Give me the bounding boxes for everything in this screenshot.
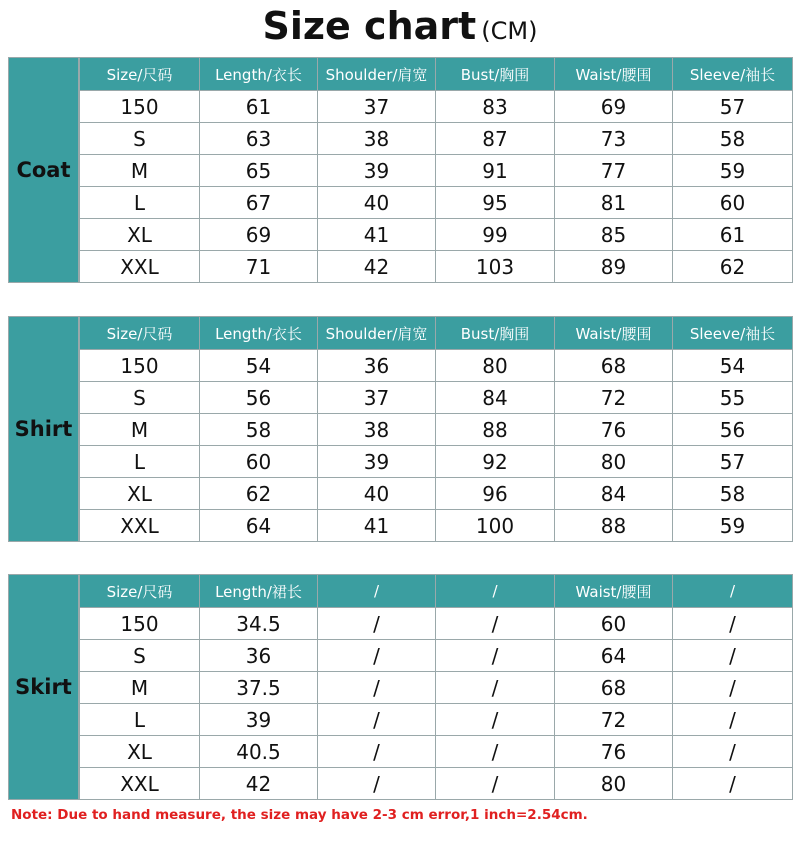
column-header: Shoulder/肩宽: [318, 58, 436, 91]
table-cell: 63: [200, 123, 318, 155]
shirt-label: Shirt: [14, 417, 73, 441]
table-cell: 60: [200, 446, 318, 478]
column-header: Waist/腰围: [555, 575, 673, 608]
table-cell: 150: [80, 350, 200, 382]
table-cell: 39: [318, 446, 436, 478]
coat-label-cell: [8, 57, 79, 283]
table-cell: 56: [200, 382, 318, 414]
table-cell: 40: [318, 187, 436, 219]
column-header: Size/尺码: [80, 575, 200, 608]
shirt-header-row: [80, 317, 793, 350]
table-cell: 99: [436, 219, 555, 251]
table-row: [80, 704, 793, 736]
table-row: [80, 510, 793, 542]
table-cell: 41: [318, 219, 436, 251]
table-cell: 91: [436, 155, 555, 187]
table-cell: /: [673, 768, 793, 800]
table-row: [80, 155, 793, 187]
table-cell: 64: [555, 640, 673, 672]
table-cell: L: [80, 704, 200, 736]
table-cell: 81: [555, 187, 673, 219]
table-cell: 39: [318, 155, 436, 187]
table-row: [80, 608, 793, 640]
table-cell: 68: [555, 672, 673, 704]
table-cell: 72: [555, 382, 673, 414]
table-cell: /: [436, 704, 555, 736]
table-row: [80, 350, 793, 382]
table-cell: /: [318, 704, 436, 736]
table-cell: 58: [673, 478, 793, 510]
table-cell: /: [318, 672, 436, 704]
skirt-header-row: [80, 575, 793, 608]
table-row: [80, 672, 793, 704]
table-cell: S: [80, 382, 200, 414]
table-cell: 88: [436, 414, 555, 446]
table-cell: 39: [200, 704, 318, 736]
table-row: [80, 478, 793, 510]
column-header: Length/裙长: [200, 575, 318, 608]
table-row: [80, 414, 793, 446]
column-header: /: [318, 575, 436, 608]
table-cell: 71: [200, 251, 318, 283]
table-cell: M: [80, 155, 200, 187]
table-cell: 42: [318, 251, 436, 283]
table-cell: 68: [555, 350, 673, 382]
table-cell: 83: [436, 91, 555, 123]
measurement-note: Note: Due to hand measure, the size may have 2-3 cm error,1 inch=2.54cm.: [11, 807, 588, 823]
table-cell: 76: [555, 414, 673, 446]
table-cell: /: [436, 768, 555, 800]
table-row: [80, 91, 793, 123]
table-cell: 67: [200, 187, 318, 219]
table-cell: 88: [555, 510, 673, 542]
column-header: Waist/腰围: [555, 317, 673, 350]
table-cell: /: [436, 640, 555, 672]
table-cell: 69: [200, 219, 318, 251]
table-cell: 84: [555, 478, 673, 510]
table-cell: 96: [436, 478, 555, 510]
table-cell: M: [80, 414, 200, 446]
table-cell: XL: [80, 736, 200, 768]
table-cell: 57: [673, 446, 793, 478]
table-cell: 65: [200, 155, 318, 187]
table-cell: 85: [555, 219, 673, 251]
table-cell: 59: [673, 155, 793, 187]
skirt-label: Skirt: [15, 675, 72, 699]
column-header: /: [673, 575, 793, 608]
table-cell: L: [80, 446, 200, 478]
shirt-label-cell: [8, 316, 79, 542]
coat-label: Coat: [16, 158, 71, 182]
table-row: [80, 382, 793, 414]
table-cell: 54: [673, 350, 793, 382]
table-row: [80, 446, 793, 478]
table-cell: 36: [318, 350, 436, 382]
table-cell: 59: [673, 510, 793, 542]
table-cell: S: [80, 123, 200, 155]
table-cell: 76: [555, 736, 673, 768]
table-cell: XXL: [80, 768, 200, 800]
table-cell: S: [80, 640, 200, 672]
table-cell: 77: [555, 155, 673, 187]
table-cell: 56: [673, 414, 793, 446]
column-header: Length/衣长: [200, 58, 318, 91]
column-header: /: [436, 575, 555, 608]
table-row: [80, 640, 793, 672]
title-unit: (CM): [481, 17, 538, 45]
table-cell: 62: [673, 251, 793, 283]
table-cell: 64: [200, 510, 318, 542]
table-cell: 61: [200, 91, 318, 123]
table-cell: 42: [200, 768, 318, 800]
table-cell: 69: [555, 91, 673, 123]
skirt-table: [79, 574, 793, 800]
table-cell: 57: [673, 91, 793, 123]
table-cell: /: [673, 640, 793, 672]
table-cell: 54: [200, 350, 318, 382]
table-cell: M: [80, 672, 200, 704]
table-cell: 37.5: [200, 672, 318, 704]
table-cell: 37: [318, 91, 436, 123]
table-cell: 37: [318, 382, 436, 414]
table-cell: 40: [318, 478, 436, 510]
table-cell: XXL: [80, 510, 200, 542]
table-cell: /: [673, 608, 793, 640]
table-cell: 34.5: [200, 608, 318, 640]
table-cell: /: [673, 736, 793, 768]
table-cell: /: [318, 640, 436, 672]
table-cell: /: [318, 736, 436, 768]
table-cell: 55: [673, 382, 793, 414]
table-cell: 58: [200, 414, 318, 446]
table-cell: 36: [200, 640, 318, 672]
table-cell: /: [436, 736, 555, 768]
coat-table: [79, 57, 793, 283]
table-cell: /: [436, 608, 555, 640]
column-header: Shoulder/肩宽: [318, 317, 436, 350]
column-header: Bust/胸围: [436, 58, 555, 91]
table-row: [80, 187, 793, 219]
table-cell: 41: [318, 510, 436, 542]
table-cell: XL: [80, 478, 200, 510]
table-cell: XXL: [80, 251, 200, 283]
column-header: Size/尺码: [80, 58, 200, 91]
shirt-table: [79, 316, 793, 542]
table-cell: /: [673, 672, 793, 704]
table-cell: XL: [80, 219, 200, 251]
table-cell: 100: [436, 510, 555, 542]
column-header: Bust/胸围: [436, 317, 555, 350]
table-cell: 92: [436, 446, 555, 478]
table-cell: 103: [436, 251, 555, 283]
table-cell: 62: [200, 478, 318, 510]
table-cell: 87: [436, 123, 555, 155]
table-cell: 84: [436, 382, 555, 414]
page-title: [0, 4, 800, 54]
table-cell: 73: [555, 123, 673, 155]
table-cell: 40.5: [200, 736, 318, 768]
table-cell: 80: [555, 446, 673, 478]
table-cell: 61: [673, 219, 793, 251]
table-row: [80, 768, 793, 800]
table-cell: 60: [555, 608, 673, 640]
table-row: [80, 219, 793, 251]
table-cell: 58: [673, 123, 793, 155]
table-cell: /: [673, 704, 793, 736]
table-cell: 60: [673, 187, 793, 219]
table-row: [80, 123, 793, 155]
table-cell: L: [80, 187, 200, 219]
coat-header-row: [80, 58, 793, 91]
table-cell: 38: [318, 414, 436, 446]
table-cell: 95: [436, 187, 555, 219]
table-cell: 89: [555, 251, 673, 283]
skirt-label-cell: [8, 574, 79, 800]
table-cell: /: [318, 608, 436, 640]
table-row: [80, 251, 793, 283]
table-cell: 72: [555, 704, 673, 736]
table-cell: /: [318, 768, 436, 800]
table-cell: 80: [436, 350, 555, 382]
table-cell: 150: [80, 608, 200, 640]
table-cell: 38: [318, 123, 436, 155]
column-header: Sleeve/袖长: [673, 317, 793, 350]
column-header: Sleeve/袖长: [673, 58, 793, 91]
table-cell: 150: [80, 91, 200, 123]
column-header: Length/衣长: [200, 317, 318, 350]
table-cell: /: [436, 672, 555, 704]
column-header: Waist/腰围: [555, 58, 673, 91]
title-main: Size chart: [262, 4, 477, 48]
table-row: [80, 736, 793, 768]
table-cell: 80: [555, 768, 673, 800]
column-header: Size/尺码: [80, 317, 200, 350]
